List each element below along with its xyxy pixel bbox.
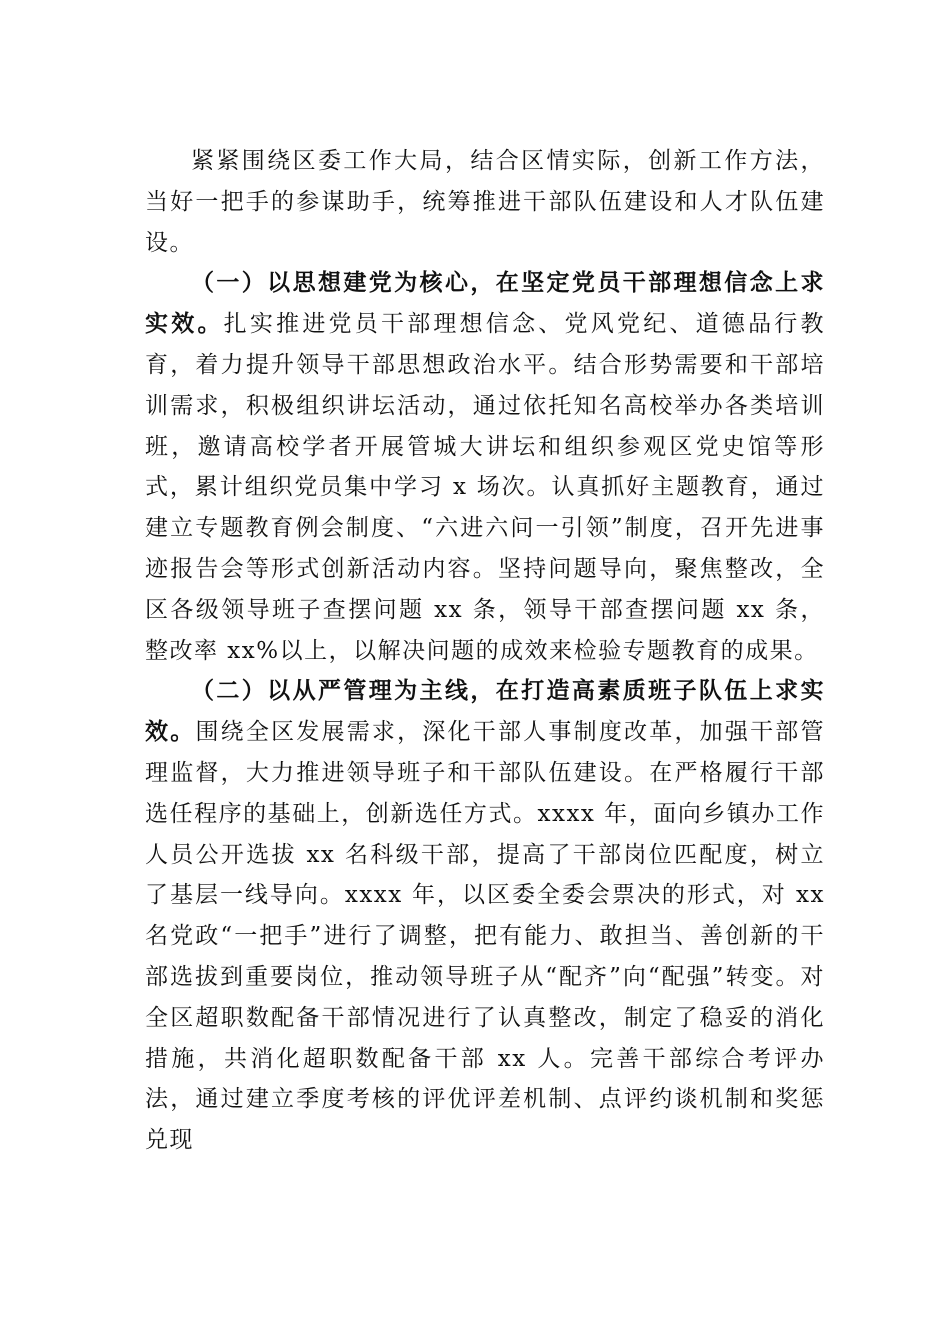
paragraph-body: 围绕全区发展需求，深化干部人事制度改革，加强干部管理监督，大力推进领导班子和干部队伍建设。在严格履行干部选任程序的基础上，创新选任方式。xxxx 年，面向乡镇办工作人员公开选拔 xx 名科级干部，提高了干部岗位匹配度，树立了基层一线导向。xxxx 年，以区委全委会票决的形式，对 xx 名党政“一把手”进行了调整，把有能力、敢担当、善创新的干部选拔到重要岗位，推动领导班子从“配齐”向“配强”转变。对全区超职数配备干部情况进行了认真整改，制定了稳妥的消化措施，共消化超职数配备干部 xx 人。完善干部综合考评办法，通过建立季度考核的评优评差机制、点评约谈机制和奖惩兑现 <box>145 719 826 1154</box>
paragraph-body: 紧紧围绕区委工作大局，结合区情实际，创新工作方法，当好一把手的参谋助手，统筹推进干部队伍建设和人才队伍建设。 <box>145 148 825 256</box>
paragraph-intro <box>145 141 825 263</box>
document-page <box>145 141 825 1161</box>
section-heading: （一）以思想建党为核心，在坚定党员干部理想信念上求实效。 <box>145 269 825 338</box>
paragraph-body: 扎实推进党员干部理想信念、党风党纪、道德品行教育，着力提升领导干部思想政治水平。结合形势需要和干部培训需求，积极组织讲坛活动，通过依托知名高校举办各类培训班，邀请高校学者开展管城大讲坛和组织参观区党史馆等形式，累计组织党员集中学习 x 场次。认真抓好主题教育，通过建立专题教育例会制度、“六进六问一引领”制度，召开先进事迹报告会等形式创新活动内容。坚持问题导向，聚焦整改，全区各级领导班子查摆问题 xx 条，领导干部查摆问题 xx 条，整改率 xx%以上，以解决问题的成效来检验专题教育的成果。 <box>145 311 826 664</box>
paragraph-section-1 <box>145 263 825 671</box>
paragraph-section-2 <box>145 671 825 1161</box>
section-heading: （二）以从严管理为主线，在打造高素质班子队伍上求实效。 <box>145 677 825 746</box>
